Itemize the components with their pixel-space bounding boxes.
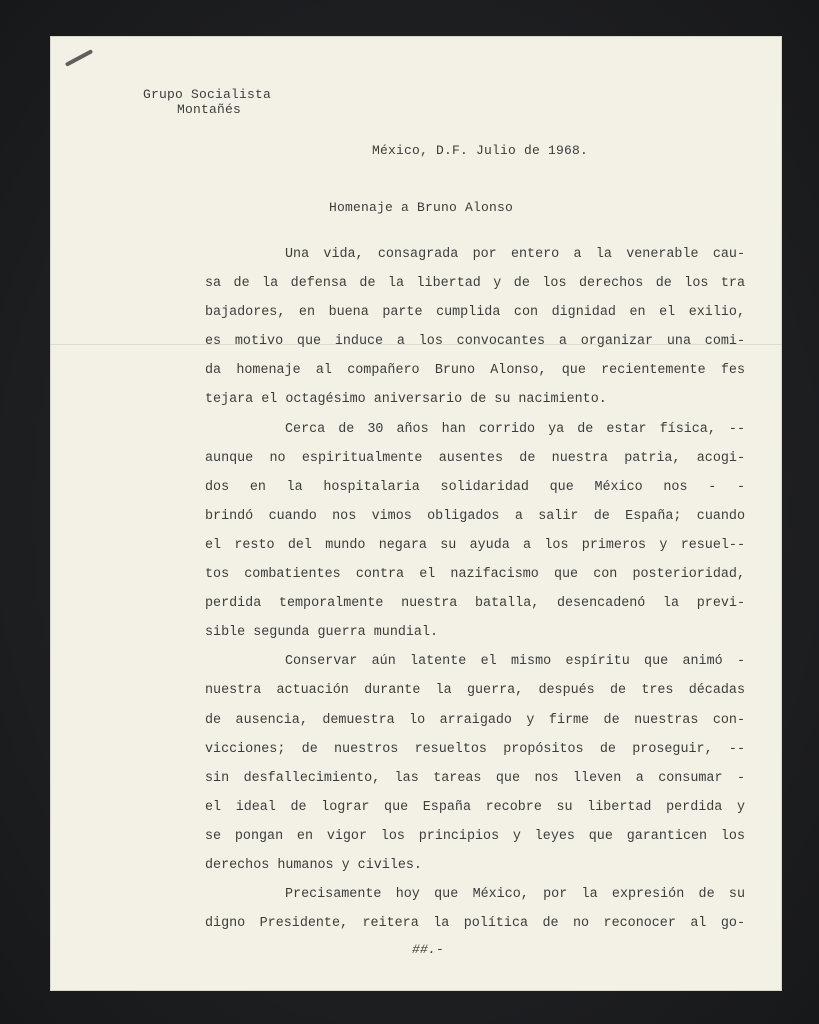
body-line: sin desfallecimiento, las tareas que nos lleven a consumar - (205, 770, 745, 786)
body-line: tos combatientes contra el nazifacismo que con posterioridad, (205, 567, 745, 583)
body-line: da homenaje al compañero Bruno Alonso, que recientemente fes (205, 363, 745, 379)
body-line: Cerca de 30 años han corrido ya de estar física, -- (285, 421, 745, 437)
body-line: nuestra actuación durante la guerra, después de tres décadas (205, 683, 745, 699)
body-line: se pongan en vigor los principios y leyes que garanticen los (205, 828, 745, 844)
letter-page (50, 36, 782, 991)
body-line: derechos humanos y civiles. (205, 857, 422, 873)
letter-body (205, 240, 745, 938)
body-line: Conservar aún latente el mismo espíritu que animó - (285, 654, 745, 670)
body-line: dos en la hospitalaria solidaridad que México nos - - (205, 479, 745, 495)
body-line: perdida temporalmente nuestra batalla, desencadenó la previ- (205, 596, 745, 612)
body-line: vicciones; de nuestros resueltos propósitos de proseguir, -- (205, 741, 745, 757)
body-line: de ausencia, demuestra lo arraigado y firme de nuestras con- (205, 712, 745, 728)
body-line: sa de la defensa de la libertad y de los derechos de los tra (205, 276, 745, 292)
body-line: aunque no espiritualmente ausentes de nuestra patria, acogi- (205, 450, 745, 466)
body-line: sible segunda guerra mundial. (205, 625, 439, 641)
page-continuation-mark: ##.- (412, 942, 445, 957)
body-line: el ideal de lograr que España recobre su libertad perdida y (205, 799, 745, 815)
body-line: brindó cuando nos vimos obligados a salir de España; cuando (205, 508, 745, 524)
body-line: bajadores, en buena parte cumplida con dignidad en el exilio, (205, 305, 745, 321)
letter-title: Homenaje a Bruno Alonso (329, 200, 514, 215)
body-line: el resto del mundo negara su ayuda a los primeros y resuel-- (205, 537, 745, 553)
letter-date: México, D.F. Julio de 1968. (372, 143, 589, 158)
body-line: Precisamente hoy que México, por la expresión de su (285, 887, 745, 903)
letterhead-line-2: Montañés (177, 102, 242, 117)
body-line: tejara el octagésimo aniversario de su nacimiento. (205, 392, 607, 408)
body-line: Una vida, consagrada por entero a la venerable cau- (285, 247, 745, 262)
letterhead-line-1: Grupo Socialista (143, 87, 272, 102)
body-line: digno Presidente, reitera la política de no reconocer al go- (205, 916, 745, 932)
body-line: es motivo que induce a los convocantes a organizar una comi- (205, 334, 745, 350)
ink-mark (65, 49, 93, 67)
